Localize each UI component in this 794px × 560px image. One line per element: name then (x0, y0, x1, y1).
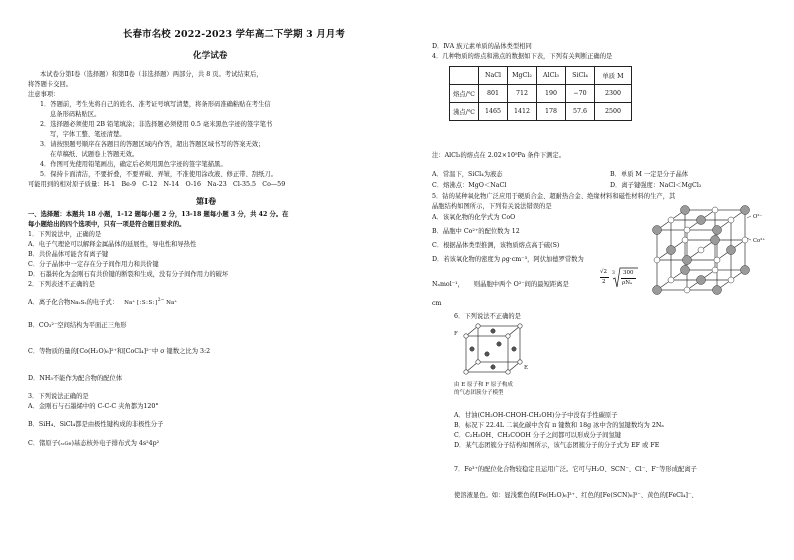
table-cell: 2500 (595, 103, 632, 121)
q5-d-tail: 则晶胞中两个 O²⁻间的最短距离是 (473, 281, 569, 288)
notice-label: 注意事项： (28, 91, 60, 98)
table-header-row (450, 67, 632, 85)
q2-option-a (28, 297, 177, 307)
table-cell: 沸点/℃ (450, 103, 479, 121)
table-cell: 1465 (479, 103, 508, 121)
table-row (450, 85, 632, 103)
q7-formula-3: [FeCl₄]⁻ (665, 492, 692, 499)
q5-option-c: C．根据晶体类型推测，该物质熔点高于硫(S) (432, 242, 560, 249)
q5-option-a: A．该氧化物的化学式为 CoO (432, 214, 516, 221)
q7-formula-1: [Fe(H₂O)₆]³⁺ (535, 492, 575, 499)
q3-option-b: B．SiH₄、SiCl₄都是由极性键构成的非极性分子 (28, 421, 164, 428)
q1-option: A．电子气理论可以解释金属晶体的延展性，导电性和导热性 (28, 241, 197, 248)
q6-option-b: B．标况下 22.4L 二氧化碳中含有 π 键数和 18g 冰中含的氢键数均为 2Nₐ (454, 422, 664, 429)
q5-root-index: 3 (612, 271, 615, 276)
q1-option: B．共价晶体可能含有离子键 (28, 251, 109, 258)
q2-option-b: B．CO₃²⁻空间结构为平面正三角形 (28, 322, 127, 329)
q4-note: 注：AlCl₃的熔点在 2.02×10⁵Pa 条件下测定。 (432, 152, 566, 159)
table-cell: 712 (508, 85, 537, 103)
q5-option-d: D．若该氧化物的密度为 ρg·cm⁻³，阿伏加德罗常数为 (432, 256, 584, 263)
q6-stem: 6．下列说法不正确的是 (454, 313, 521, 320)
q1-stem: 1．下列说法中，正确的是 (28, 231, 102, 238)
q6-cluster-figure (462, 322, 532, 376)
instructions-intro-2: 将答题卡交回。 (28, 81, 73, 88)
q3-option-c (28, 440, 159, 448)
q2-a-suffix: 的电子式： (86, 298, 119, 306)
q5-coef-den: 2 (602, 279, 606, 285)
q5-option-b: B．晶胞中 Co²⁺的配位数为 12 (432, 228, 520, 235)
table-cell: AlCl₃ (537, 67, 566, 85)
atomic-masses: 可能用到的相对原子质量：H-1 Be-9 C-12 N-14 O-16 Na-23 Cl-35.5 Co—59 (28, 181, 286, 188)
q2-option-c (28, 348, 210, 356)
q4-option-b: B．单质 M 一定是分子晶体 (610, 171, 689, 178)
q5-root-den: ρNₐ (622, 280, 633, 286)
table-cell: 熔点/℃ (450, 85, 479, 103)
q1-option: D．石墨转化为金刚石有共价键的断裂和生成，没有分子间作用力的破坏 (28, 271, 229, 278)
q5-d-continued (432, 281, 569, 289)
table-cell: 57.6 (566, 103, 595, 121)
q6-caption-1: 由 E 原子和 F 原子构成 (454, 382, 513, 388)
q2-c-prefix: C．等物质的量的 (28, 348, 77, 355)
q5-d-na: Nₐmol⁻¹， (432, 281, 464, 288)
q3-option-d: D．ⅣA 族元素单质的晶体类型相同 (432, 43, 532, 50)
exam-subject: 化学试卷 (193, 51, 228, 61)
q5-label-co: Co²⁺ (753, 238, 766, 244)
q2-a-na-right: Na⁺ (166, 299, 178, 306)
table-cell: 801 (479, 85, 508, 103)
q5-crystal-cell-figure (647, 208, 757, 298)
table-cell: 单质 M (595, 67, 632, 85)
q5-label-o: O²⁻ (753, 214, 763, 220)
q2-a-formula: Na₂S₂ (70, 299, 87, 306)
notice-item: 写，字体工整、笔迹清楚。 (50, 131, 126, 138)
notice-item: 3．请按照题号顺序在各题目的答题区域内作答，超出答题区域书写的答案无效； (40, 141, 265, 148)
q4-option-d: D．离子键强度：NaCl＜MgCl₂ (610, 182, 702, 189)
q5-unit: cm (432, 300, 442, 307)
q2-a-prefix: A．离子化合物 (28, 298, 71, 306)
q2-stem: 2．下列表述不正确的是 (28, 281, 95, 288)
q5-root-num: 300 (623, 270, 634, 276)
notice-item: 5．保持卡面清洁，不要折叠，不要弄破、弄皱，不准使用涂改液、修正带、刮纸刀。 (40, 171, 277, 178)
section-heading-2: 每小题给出的四个选项中，只有一项是符合题目要求的。 (28, 221, 186, 228)
q4-option-c: C．熔沸点：MgO＜NaCl (432, 182, 507, 189)
q2-c-formula-2: [CoCl₄]²⁻ (123, 348, 152, 355)
table-cell: 190 (537, 85, 566, 103)
q6-label-e: E (524, 365, 529, 371)
instructions-intro-1: 本试卷分第Ⅰ卷（选择题）和第Ⅱ卷（非选择题）两部分，共 8 页。考试结束后， (40, 71, 263, 78)
q3-stem: 3．下列说法正确的是 (28, 393, 89, 400)
q7-line2-prefix: 使溶液显色。如：显浅紫色的 (454, 492, 536, 499)
q4-stem: 4．几种物质的熔点和沸点的数据如下表，下列有关判断正确的是 (432, 53, 613, 60)
table-cell: −70 (566, 85, 595, 103)
notice-item: 1．答题前，考生先将自己的姓名、准考证号填写清楚，将条形码准确粘贴在考生信 (40, 101, 271, 108)
table-cell (450, 67, 479, 85)
q7-line-1: 7．Fe³⁺的配位化合物较稳定且运用广泛。它可与H₂O、SCN⁻、Cl⁻、F⁻等形成配离子 (454, 466, 697, 473)
q2-c-formula-1: [Co(H₂O)₆]²⁺ (76, 348, 117, 355)
table-cell: 1412 (508, 103, 537, 121)
table-cell: 178 (537, 103, 566, 121)
q6-label-f: F (454, 331, 458, 337)
q2-c-mid: 和 (116, 348, 124, 355)
q3-option-a: A．金刚石与石墨烯中的 C-C-C 夹角都为120° (28, 403, 159, 410)
table-cell: NaCl (479, 67, 508, 85)
q7-line2-suffix: 、 (691, 492, 698, 499)
q7-line2-mid: 、红色的 (575, 492, 601, 499)
q2-a-charge: 2− (157, 298, 165, 303)
q2-a-center: [:S:S:] (136, 299, 158, 306)
q3-c-isotope: ₃₂Ge (60, 441, 72, 447)
q2-c-suffix: 中 σ 键数之比为 3:2 (151, 348, 211, 355)
notice-item: 在草稿纸、试题卷上答题无效。 (50, 151, 139, 158)
q1-option: C．分子晶体中一定存在分子间作用力和共价键 (28, 261, 159, 268)
table-cell: SiCl₄ (566, 67, 595, 85)
q7-line2-mid2: 、黄色的 (640, 492, 666, 499)
q2-a-electron-formula (124, 297, 177, 307)
q5-stem-2: 晶胞结构如图所示，下列有关说法错误的是 (432, 203, 552, 210)
notice-item: 4．作图可先使用铅笔画出，确定后必须用黑色字迹的签字笔描黑。 (40, 161, 227, 168)
table-cell: MgCl₂ (508, 67, 537, 85)
q4-option-a: A．常温下，SiCl₄为液态 (432, 171, 503, 178)
q6-caption-2: 的气态团簇分子模型 (454, 390, 504, 396)
q7-line-2 (454, 492, 698, 500)
section-heading-1: 一、选择题：本题共 18 小题，1-12 题每小题 2 分，13-18 题每小题 3 分，共 42 分。在 (28, 211, 289, 218)
q4-table (449, 66, 632, 121)
q6-option-a: A．甘油(CH₂OH-CHOH-CH₂OH)分子中没有手性碳原子 (454, 412, 618, 419)
q6-option-d: D．某气态团簇分子结构如图所示，该气态团簇分子的分子式为 EF 或 FE (454, 442, 660, 449)
q2-option-d: D．NH₃不能作为配合物的配位体 (28, 375, 123, 382)
q7-formula-2: [Fe(SCN)₆]³⁻ (600, 492, 641, 499)
table-row (450, 103, 632, 121)
part1-heading: 第Ⅰ卷 (196, 196, 217, 206)
notice-item: 2．选择题必须使用 2B 铅笔填涂；非选择题必须使用 0.5 毫米黑色字迹的签字笔书 (40, 121, 273, 128)
q5-stem-1: 5．钴的某种氧化物广泛应用于硬质合金、超耐热合金、绝缘材料和磁性材料的生产，其 (432, 193, 676, 200)
exam-title: 长春市名校 2022-2023 学年高二下学期 3 月月考 (123, 29, 346, 40)
q6-option-c: C．C₂H₅OH、CH₃COOH 分子之间都可以形成分子间氢键 (454, 432, 622, 439)
q3-c-prefix: C．锗原子( (28, 440, 61, 447)
table-cell: 2300 (595, 85, 632, 103)
q2-a-na-left: Na⁺ (124, 299, 136, 306)
q3-c-suffix: )基态核外电子排布式为 4s²4p² (71, 440, 160, 447)
notice-item: 息条形码粘贴区。 (50, 111, 101, 118)
q5-coef-num: √2 (600, 269, 608, 275)
